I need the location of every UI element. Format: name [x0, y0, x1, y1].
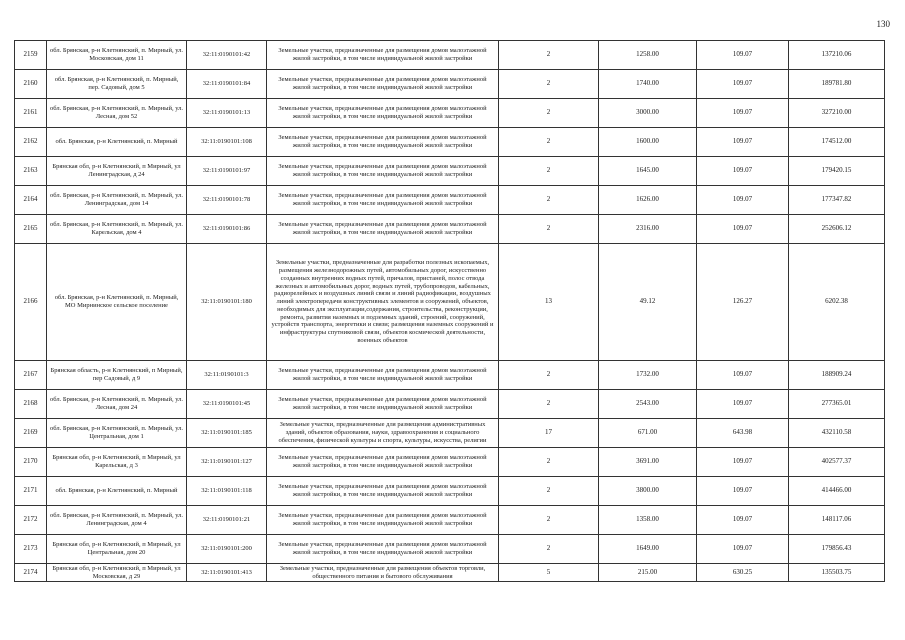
cadastral-number-cell: 32:11:0190101:78 [187, 186, 267, 215]
specific-value-cell: 109.07 [697, 70, 789, 99]
address-cell: обл. Брянская, р-н Клетнянский, п. Мирный, ул. Ленинградская, дом 4 [47, 506, 187, 535]
specific-value-cell: 109.07 [697, 477, 789, 506]
land-use-cell: Земельные участки, предназначенные для размещения домов малоэтажной жилой застройки, в том числе индивидуальной жилой застройки [267, 186, 499, 215]
table-row [15, 215, 885, 244]
table-row [15, 448, 885, 477]
table-row [15, 361, 885, 390]
address-cell: Брянская обл, р-н Клетнянский, п Мирный, ул Московская, д 29 [47, 564, 187, 582]
table-row [15, 477, 885, 506]
cadastral-value-cell: 148117.06 [789, 506, 885, 535]
row-number-cell: 2160 [15, 70, 47, 99]
group-code-cell: 2 [499, 99, 599, 128]
row-number-cell: 2171 [15, 477, 47, 506]
area-cell: 215.00 [599, 564, 697, 582]
row-number-cell: 2165 [15, 215, 47, 244]
area-cell: 2316.00 [599, 215, 697, 244]
cadastral-number-cell: 32:11:0190101:185 [187, 419, 267, 448]
row-number-cell: 2174 [15, 564, 47, 582]
cadastral-number-cell: 32:11:0190101:45 [187, 390, 267, 419]
specific-value-cell: 126.27 [697, 244, 789, 361]
row-number-cell: 2167 [15, 361, 47, 390]
cadastral-register-table [14, 40, 885, 582]
land-use-cell: Земельные участки, предназначенные для размещения домов малоэтажной жилой застройки, в том числе индивидуальной жилой застройки [267, 41, 499, 70]
row-number-cell: 2161 [15, 99, 47, 128]
cadastral-value-cell: 402577.37 [789, 448, 885, 477]
area-cell: 1649.00 [599, 535, 697, 564]
address-cell: Брянская обл, р-н Клетнянский, п Мирный, ул Ленинградская, д 24 [47, 157, 187, 186]
group-code-cell: 17 [499, 419, 599, 448]
cadastral-value-cell: 174512.00 [789, 128, 885, 157]
address-cell: обл. Брянская, р-н Клетнянский, п. Мирный, ул. Центральная, дом 1 [47, 419, 187, 448]
group-code-cell: 2 [499, 361, 599, 390]
area-cell: 671.00 [599, 419, 697, 448]
cadastral-value-cell: 179856.43 [789, 535, 885, 564]
land-use-cell: Земельные участки, предназначенные для размещения административных зданий, объектов образования, науки, здравоохранения и социального обеспечения, физической культуры и спорта, культуры, искусства, религии [267, 419, 499, 448]
address-cell: обл. Брянская, р-н Клетнянский, п. Мирный, МО Мирнинское сельское поселение [47, 244, 187, 361]
group-code-cell: 2 [499, 41, 599, 70]
cadastral-number-cell: 32:11:0190101:413 [187, 564, 267, 582]
land-use-cell: Земельные участки, предназначенные для размещения домов малоэтажной жилой застройки, в том числе индивидуальной жилой застройки [267, 128, 499, 157]
address-cell: обл. Брянская, р-н Клетнянский, п. Мирный, ул. Лесная, дом 52 [47, 99, 187, 128]
land-use-cell: Земельные участки, предназначенные для размещения домов малоэтажной жилой застройки, в том числе индивидуальной жилой застройки [267, 477, 499, 506]
land-use-cell: Земельные участки, предназначенные для размещения домов малоэтажной жилой застройки, в том числе индивидуальной жилой застройки [267, 215, 499, 244]
group-code-cell: 2 [499, 157, 599, 186]
land-use-cell: Земельные участки, предназначенные для размещения домов малоэтажной жилой застройки, в том числе индивидуальной жилой застройки [267, 157, 499, 186]
area-cell: 1600.00 [599, 128, 697, 157]
row-number-cell: 2163 [15, 157, 47, 186]
land-use-cell: Земельные участки, предназначенные для размещения домов малоэтажной жилой застройки, в том числе индивидуальной жилой застройки [267, 535, 499, 564]
specific-value-cell: 109.07 [697, 99, 789, 128]
specific-value-cell: 109.07 [697, 186, 789, 215]
cadastral-value-cell: 177347.82 [789, 186, 885, 215]
cadastral-number-cell: 32:11:0190101:21 [187, 506, 267, 535]
table-row [15, 128, 885, 157]
cadastral-number-cell: 32:11:0190101:42 [187, 41, 267, 70]
address-cell: обл. Брянская, р-н Клетнянский, п. Мирный [47, 477, 187, 506]
row-number-cell: 2162 [15, 128, 47, 157]
row-number-cell: 2169 [15, 419, 47, 448]
cadastral-value-cell: 414466.00 [789, 477, 885, 506]
row-number-cell: 2170 [15, 448, 47, 477]
specific-value-cell: 109.07 [697, 506, 789, 535]
area-cell: 49.12 [599, 244, 697, 361]
address-cell: Брянская область, р-н Клетнянский, п Мирный, пер Садовый, д 9 [47, 361, 187, 390]
cadastral-number-cell: 32:11:0190101:127 [187, 448, 267, 477]
area-cell: 1358.00 [599, 506, 697, 535]
cadastral-number-cell: 32:11:0190101:13 [187, 99, 267, 128]
area-cell: 1645.00 [599, 157, 697, 186]
cadastral-value-cell: 277365.01 [789, 390, 885, 419]
table-row [15, 390, 885, 419]
address-cell: обл. Брянская, р-н Клетнянский, п. Мирный [47, 128, 187, 157]
land-use-cell: Земельные участки, предназначенные для размещения объектов торговли, общественного питания и бытового обслуживания [267, 564, 499, 582]
area-cell: 1732.00 [599, 361, 697, 390]
cadastral-value-cell: 6202.38 [789, 244, 885, 361]
land-use-cell: Земельные участки, предназначенные для размещения домов малоэтажной жилой застройки, в том числе индивидуальной жилой застройки [267, 99, 499, 128]
address-cell: Брянская обл, р-н Клетнянский, п Мирный, ул Карельская, д 3 [47, 448, 187, 477]
area-cell: 3800.00 [599, 477, 697, 506]
address-cell: обл. Брянская, р-н Клетнянский, п. Мирный, ул. Московская, дом 11 [47, 41, 187, 70]
group-code-cell: 2 [499, 128, 599, 157]
land-use-cell: Земельные участки, предназначенные для размещения домов малоэтажной жилой застройки, в том числе индивидуальной жилой застройки [267, 70, 499, 99]
group-code-cell: 2 [499, 390, 599, 419]
group-code-cell: 2 [499, 186, 599, 215]
table-row [15, 70, 885, 99]
specific-value-cell: 643.98 [697, 419, 789, 448]
group-code-cell: 2 [499, 448, 599, 477]
specific-value-cell: 109.07 [697, 361, 789, 390]
area-cell: 2543.00 [599, 390, 697, 419]
address-cell: обл. Брянская, р-н Клетнянский, п. Мирный, ул. Лесная, дом 24 [47, 390, 187, 419]
land-use-cell: Земельные участки, предназначенные для размещения домов малоэтажной жилой застройки, в том числе индивидуальной жилой застройки [267, 390, 499, 419]
table-row [15, 157, 885, 186]
cadastral-value-cell: 137210.06 [789, 41, 885, 70]
land-use-cell: Земельные участки, предназначенные для разработки полезных ископаемых, размещения железнодорожных путей, автомобильных дорог, искусственно созданных внутренних водных путей, причалов, пристаней, полос отвода железных и автомобильных дорог, водных путей, трубопроводов, кабельных, радиорелейных и воздушных линий связи и линий радиофикации, воздушных линий электропередачи конструктивных элементов и сооружений, объектов, необходимых для эксплуатации,содержания, строительства, реконструкции, ремонта, развития наземных и подземных зданий, строений, сооружений, устройств транспорта, энергетики и связи; размещения наземных сооружений и инфраструктуры спутниковой связи, объектов космической деятельности, военных объектов [267, 244, 499, 361]
specific-value-cell: 109.07 [697, 128, 789, 157]
area-cell: 3691.00 [599, 448, 697, 477]
group-code-cell: 2 [499, 477, 599, 506]
cadastral-value-cell: 188909.24 [789, 361, 885, 390]
table-row [15, 564, 885, 582]
cadastral-value-cell: 189781.80 [789, 70, 885, 99]
specific-value-cell: 109.07 [697, 41, 789, 70]
group-code-cell: 2 [499, 215, 599, 244]
cadastral-number-cell: 32:11:0190101:86 [187, 215, 267, 244]
land-use-cell: Земельные участки, предназначенные для размещения домов малоэтажной жилой застройки, в том числе индивидуальной жилой застройки [267, 448, 499, 477]
table-row [15, 41, 885, 70]
group-code-cell: 13 [499, 244, 599, 361]
group-code-cell: 2 [499, 535, 599, 564]
address-cell: обл. Брянская, р-н Клетнянский, п. Мирный, ул. Карельская, дом 4 [47, 215, 187, 244]
specific-value-cell: 109.07 [697, 215, 789, 244]
cadastral-value-cell: 252606.12 [789, 215, 885, 244]
table-row [15, 186, 885, 215]
row-number-cell: 2173 [15, 535, 47, 564]
specific-value-cell: 630.25 [697, 564, 789, 582]
cadastral-number-cell: 32:11:0190101:3 [187, 361, 267, 390]
row-number-cell: 2164 [15, 186, 47, 215]
table-row [15, 419, 885, 448]
row-number-cell: 2166 [15, 244, 47, 361]
table-row [15, 506, 885, 535]
cadastral-value-cell: 327210.00 [789, 99, 885, 128]
group-code-cell: 2 [499, 506, 599, 535]
table-row [15, 244, 885, 361]
group-code-cell: 2 [499, 70, 599, 99]
group-code-cell: 5 [499, 564, 599, 582]
address-cell: обл. Брянская, р-н Клетнянский, п. Мирный, пер. Садовый, дом 5 [47, 70, 187, 99]
cadastral-number-cell: 32:11:0190101:200 [187, 535, 267, 564]
table-row [15, 99, 885, 128]
address-cell: Брянская обл, р-н Клетнянский, п Мирный, ул Центральная, дом 20 [47, 535, 187, 564]
area-cell: 1626.00 [599, 186, 697, 215]
cadastral-value-cell: 432110.58 [789, 419, 885, 448]
cadastral-number-cell: 32:11:0190101:97 [187, 157, 267, 186]
cadastral-number-cell: 32:11:0190101:180 [187, 244, 267, 361]
cadastral-number-cell: 32:11:0190101:118 [187, 477, 267, 506]
row-number-cell: 2168 [15, 390, 47, 419]
row-number-cell: 2172 [15, 506, 47, 535]
table-row [15, 535, 885, 564]
cadastral-value-cell: 179420.15 [789, 157, 885, 186]
land-use-cell: Земельные участки, предназначенные для размещения домов малоэтажной жилой застройки, в том числе индивидуальной жилой застройки [267, 506, 499, 535]
land-use-cell: Земельные участки, предназначенные для размещения домов малоэтажной жилой застройки, в том числе индивидуальной жилой застройки [267, 361, 499, 390]
cadastral-value-cell: 135503.75 [789, 564, 885, 582]
page-number: 130 [876, 19, 890, 29]
row-number-cell: 2159 [15, 41, 47, 70]
specific-value-cell: 109.07 [697, 535, 789, 564]
cadastral-number-cell: 32:11:0190101:108 [187, 128, 267, 157]
area-cell: 1740.00 [599, 70, 697, 99]
specific-value-cell: 109.07 [697, 157, 789, 186]
specific-value-cell: 109.07 [697, 390, 789, 419]
specific-value-cell: 109.07 [697, 448, 789, 477]
area-cell: 1258.00 [599, 41, 697, 70]
area-cell: 3000.00 [599, 99, 697, 128]
address-cell: обл. Брянская, р-н Клетнянский, п. Мирный, ул. Ленинградская, дом 14 [47, 186, 187, 215]
cadastral-number-cell: 32:11:0190101:84 [187, 70, 267, 99]
